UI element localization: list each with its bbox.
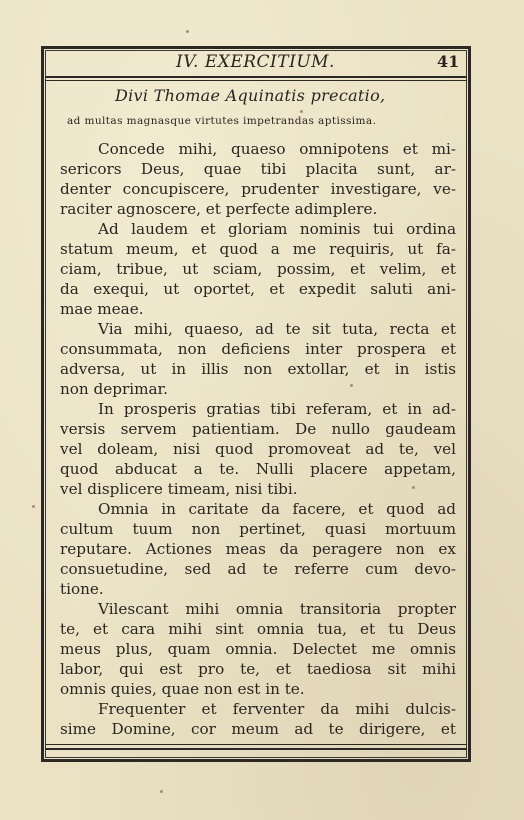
text-line: reputare. Actiones meas da peragere non ex — [60, 540, 456, 558]
text-line: Via mihi, quaeso, ad te sit tuta, recta et — [98, 320, 456, 338]
text-line: ciam, tribue, ut sciam, possim, et velim, et — [60, 260, 456, 278]
text-line: labor, qui est pro te, et taediosa sit mihi — [60, 660, 456, 678]
text-line: consuetudine, sed ad te referre cum devo- — [60, 560, 456, 578]
paper-speck — [160, 790, 163, 793]
paper-speck — [412, 486, 415, 489]
paper-speck — [186, 30, 189, 33]
text-line: adversa, ut in illis non extollar, et in istis — [60, 360, 456, 378]
header-rule-thin — [45, 80, 467, 81]
text-line: vel displicere timeam, nisi tibi. — [60, 480, 298, 498]
page-number: 41 — [437, 52, 460, 71]
text-line: mae meae. — [60, 300, 144, 318]
text-line: denter concupiscere, prudenter investigare, ve- — [60, 180, 456, 198]
text-line: te, et cara mihi sint omnia tua, et tu Deus — [60, 620, 456, 638]
prayer-subtitle: ad multas magnasque virtutes impetrandas aptissima. — [67, 115, 377, 127]
text-line: meus plus, quam omnia. Delectet me omnis — [60, 640, 456, 658]
text-line: da exequi, ut oportet, et expedit saluti ani- — [60, 280, 456, 298]
text-line: In prosperis gratias tibi referam, et in ad- — [98, 400, 456, 418]
text-line: statum meum, et quod a me requiris, ut fa- — [60, 240, 456, 258]
prayer-title: Divi Thomae Aquinatis precatio, — [115, 86, 386, 105]
paper-speck — [300, 110, 303, 113]
running-head: IV. EXERCITIUM. — [176, 52, 335, 72]
text-line: consummata, non deficiens inter prospera et — [60, 340, 456, 358]
footer-rule — [45, 748, 467, 750]
text-line: Omnia in caritate da facere, et quod ad — [98, 500, 456, 518]
paper-speck — [32, 505, 35, 508]
text-line: quod abducat a te. Nulli placere appetam, — [60, 460, 456, 478]
text-line: sericors Deus, quae tibi placita sunt, ar- — [60, 160, 456, 178]
text-line: Concede mihi, quaeso omnipotens et mi- — [98, 140, 456, 158]
text-line: vel doleam, nisi quod promoveat ad te, vel — [60, 440, 456, 458]
text-line: Vilescant mihi omnia transitoria propter — [98, 600, 456, 618]
text-line: tione. — [60, 580, 104, 598]
text-line: non deprimar. — [60, 380, 168, 398]
text-line: versis servem patientiam. De nullo gaudeam — [60, 420, 456, 438]
text-line: Ad laudem et gloriam nominis tui ordina — [98, 220, 456, 238]
paper-speck — [350, 384, 353, 387]
text-line: raciter agnoscere, et perfecte adimplere. — [60, 200, 378, 218]
text-line: cultum tuum non pertinet, quasi mortuum — [60, 520, 456, 538]
text-line: omnis quies, quae non est in te. — [60, 680, 305, 698]
header-rule — [45, 76, 467, 78]
footer-rule-thin — [45, 744, 467, 745]
text-line: Frequenter et ferventer da mihi dulcis- — [98, 700, 456, 718]
text-line: sime Domine, cor meum ad te dirigere, et — [60, 720, 456, 738]
